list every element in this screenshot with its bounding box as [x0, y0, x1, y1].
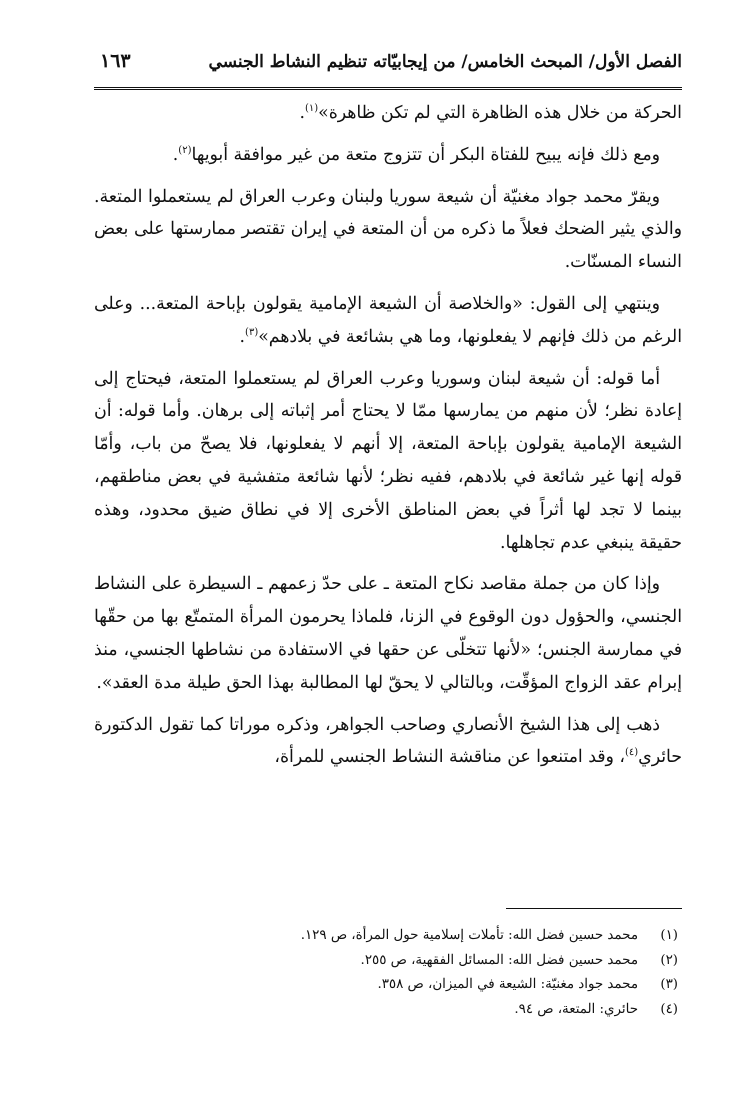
paragraph-tail: .	[239, 326, 246, 347]
footnote-text: محمد جواد مغنيّة: الشيعة في الميزان، ص ٣٥٨.	[377, 977, 638, 992]
paragraph-text: أما قوله: أن شيعة لبنان وسوريا وعرب العراق لم يستعملوا المتعة، فيحتاج إلى إعادة نظر؛ لأن منهم من يمارسها ممّا لا يحتاج أمر إثباته إلى برهان. وأما قوله: أن الشيعة الإمامية يقولون بإباحة المتعة، إلا أنهم لا يفعلونها، فلا يصحّ من باب، وأمّا قوله إنها غير شائعة في بلادهم، ففيه نظر؛ لأنها شائعة متفشية في بعض مناطقهم، بينما لا تجد لها أثراً في بعض المناطق الأخرى إلا في نطاق ضيق محدود، وهذه حقيقة ينبغي عدم تجاهلها.	[94, 368, 682, 553]
page-number: ١٦٣	[100, 50, 131, 72]
paragraph-text: وينتهي إلى القول: «والخلاصة أن الشيعة الإمامية يقولون بإباحة المتعة... وعلى الرغم من ذلك فإنهم لا يفعلونها، وما هي بشائعة في بلادهم»	[94, 293, 682, 347]
footnote-marker: (٤)	[624, 747, 639, 759]
footnote-number: (٢)	[660, 952, 678, 968]
footnote-text: محمد حسين فضل الله: المسائل الفقهية، ص ٢٥٥.	[360, 952, 638, 968]
footnote-number: (٤)	[660, 1001, 678, 1017]
footnote	[94, 949, 678, 974]
footnote-number: (٣)	[660, 977, 678, 992]
footnote-marker: (١)	[304, 103, 319, 115]
footnote	[94, 924, 678, 949]
paragraph	[94, 181, 682, 279]
paragraph-text: ومع ذلك فإنه يبيح للفتاة البكر أن تتزوج متعة من غير موافقة أبويها	[191, 144, 660, 165]
main-text	[94, 97, 682, 783]
footnote-text: حائري: المتعة، ص ٩٤.	[514, 1001, 638, 1017]
footnote-marker: (٢)	[178, 145, 192, 157]
footnote-number: (١)	[660, 928, 678, 943]
footnote	[94, 998, 678, 1023]
paragraph-text: الحركة من خلال هذه الظاهرة التي لم تكن ظاهرة»	[318, 103, 682, 123]
running-header	[94, 46, 682, 86]
paragraph	[94, 363, 682, 560]
footnote-marker: (٣)	[245, 327, 259, 339]
paragraph	[94, 139, 682, 172]
paragraph-text: ذهب إلى هذا الشيخ الأنصاري وصاحب الجواهر، وذكره موراتا كما تقول الدكتورة حائري	[94, 714, 682, 768]
paragraph-tail: .	[299, 103, 305, 123]
footnote-separator	[506, 908, 682, 909]
paragraph-text: ويقرّ محمد جواد مغنيّة أن شيعة سوريا ولبنان وعرب العراق لم يستعملوا المتعة. والذي يثير الضحك فعلاً ما ذكره من أن المتعة في إيران تقتصر ممارستها على بعض النساء المسنّات.	[94, 186, 682, 273]
paragraph	[94, 568, 682, 699]
paragraph	[94, 288, 682, 354]
paragraph-tail: ، وقد امتنعوا عن مناقشة النشاط الجنسي للمرأة،	[274, 747, 625, 768]
footnotes	[94, 924, 678, 1022]
paragraph	[94, 97, 682, 130]
footnote-text: محمد حسين فضل الله: تأملات إسلامية حول المرأة، ص ١٢٩.	[300, 928, 638, 943]
paragraph-text: وإذا كان من جملة مقاصد نكاح المتعة ـ على حدّ زعمهم ـ السيطرة على النشاط الجنسي، والحؤول دون الوقوع في الزنا، فلماذا يحرمون المرأة المتمتّع بها من حقّها في ممارسة الجنس؛ «لأنها تتخلّى عن حقها في الاستفادة من نشاطها الجنسي، منذ إبرام عقد الزواج المؤقّت، وبالتالي لا يحقّ لها المطالبة بهذا الحق طيلة مدة العقد».	[94, 574, 682, 693]
footnote	[94, 973, 678, 998]
paragraph-tail: .	[172, 144, 179, 165]
chapter-title: الفصل الأول/ المبحث الخامس/ من إيجابيّاته تنظيم النشاط الجنسي	[208, 52, 682, 72]
paragraph	[94, 709, 682, 775]
header-rule	[94, 87, 682, 90]
